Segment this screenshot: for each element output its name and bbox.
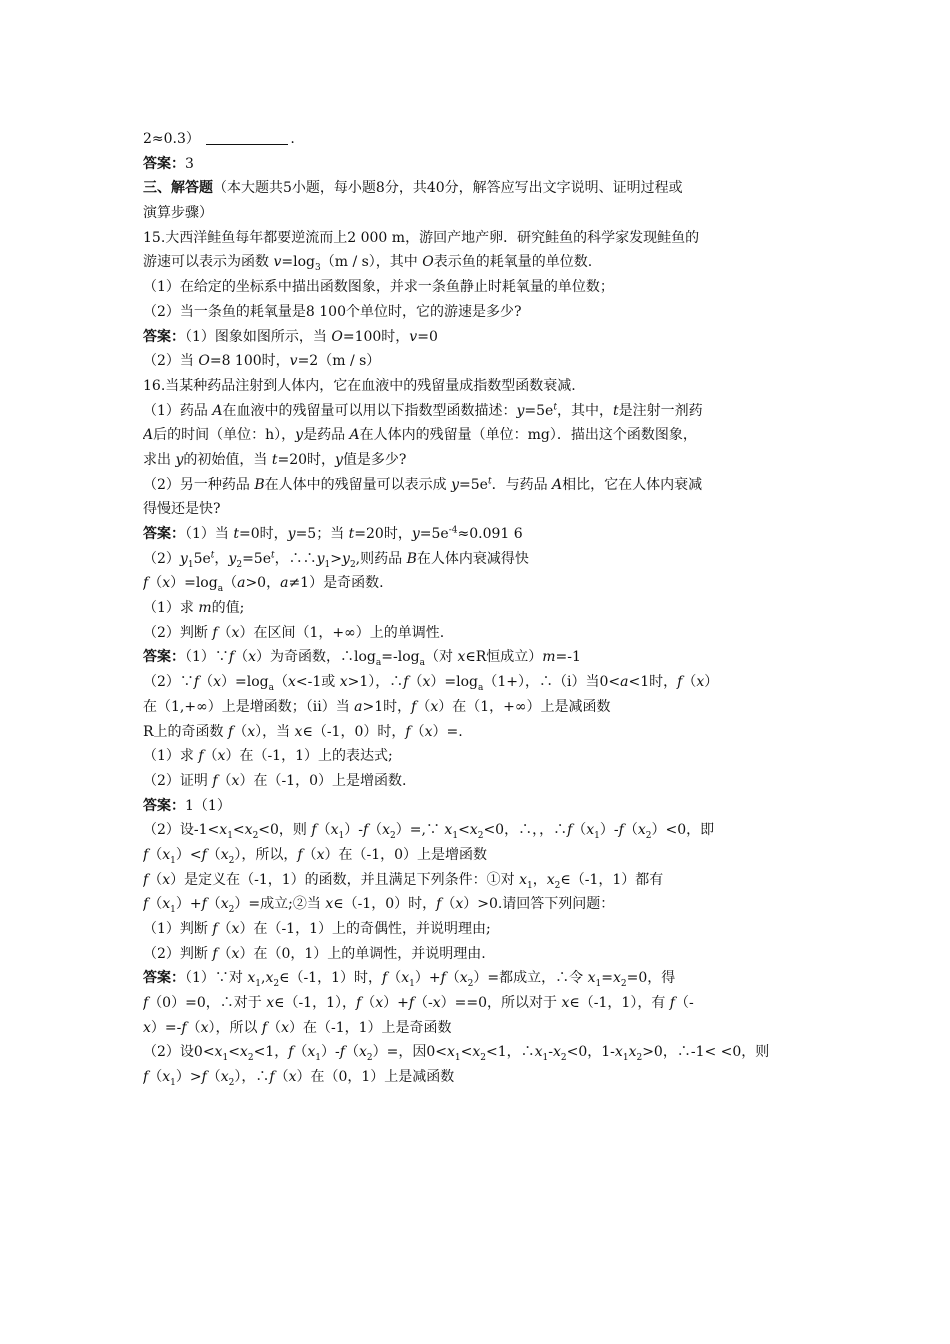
text-line: （2）判断 f（x）在区间（1，+∞）上的单调性. — [143, 624, 445, 641]
text-line: 答案：（1）图象如图所示，当 O=100时，v=0 — [143, 328, 438, 345]
text-line: $f(x_1)>f(x_2)$，∴f（x）在（0，1）上是减函数 — [143, 1069, 455, 1088]
text-line: 16.当某种药品注射到人体内，它在血液中的残留量成指数型函数衰减. — [143, 377, 576, 394]
text-line: （1）药品 A在血液中的残留量可以用以下指数型函数描述：$y=5e^t$，其中，t是注射一剂药 — [143, 401, 703, 419]
text-line: 答案：3 — [143, 155, 194, 172]
text-line: 2≈0.3） . — [143, 131, 295, 147]
text-line: （2）设$-1<x_1<x_2<0$，则 $f(x_1)-f(x_2)=,\because$ $x_1<x_2<0$，∴，，$\therefore f(x_1)-f(x_2)<0$，即 — [143, 822, 715, 842]
text-line: 答案：（1）当 t=0时，y=5；当 t=20时，$y=5e^{-4}\approx 0.091$ 6 — [143, 525, 523, 542]
document-page — [143, 127, 813, 1090]
text-line: （2）当一条鱼的耗氧量是8 100个单位时，它的游速是多少? — [143, 303, 522, 320]
text-line: 演算步骤） — [143, 205, 213, 222]
text-line: f（0）=0，∴对于 x∈（-1，1），f（x）+f（-x）==0，所以对于 x∈（-1，1），有 f（- — [143, 995, 694, 1012]
text-line: 答案：1（1） — [143, 797, 231, 814]
text-line: （1）求 m的值; — [143, 600, 245, 617]
text-line: $(2)\because f(x)=\log_a(x<-1$或 x>1），$\therefore f(x)=\log_a(1+)$，∴（i）当0<a<1时，f（x） — [143, 674, 719, 693]
text-line: $(2)y_15e^t$，$y_2=5e^t$，$\therefore\therefore y_1>y_2$,则药品 B在人体内衰减得快 — [143, 550, 529, 570]
text-line: （2）判断 f（x）在（0，1）上的单调性，并说明理由. — [143, 945, 486, 962]
text-line: （2）另一种药品 B在人体中的残留量可以表示成 $y=5e^t$．与药品 A相比，它在人体内衰减 — [143, 475, 703, 493]
text-line: （1）在给定的坐标系中描出函数图象，并求一条鱼静止时耗氧量的单位数； — [143, 279, 614, 296]
text-line: 答案：（1）∵对 $x_1,x_2\in(-1$，1）时，$f(x_1)+f(x_2)=$都成立，∴令 $x_1=x_2=0$，得 — [143, 970, 676, 990]
text-line: 15.大西洋鲑鱼每年都要逆流而上2 000 m，游回产地产卵．研究鲑鱼的科学家发现鲑鱼的 — [143, 229, 700, 246]
text-line: A后的时间（单位：h），y是药品 A在人体内的残留量（单位：mg）．描出这个函数图象， — [143, 427, 697, 444]
text-line: $f(x)=\log_a(a>0$，a≠1）是奇函数. — [143, 575, 384, 595]
text-line: 三、解答题（本大题共5小题，每小题8分，共40分，解答应写出文字说明、证明过程或 — [143, 180, 683, 197]
text-line: R上的奇函数 f（x），当 x∈（-1，0）时，f（x）=. — [143, 723, 463, 740]
text-line: （1）判断 f（x）在（-1，1）上的奇偶性，并说明理由; — [143, 921, 491, 937]
text-line: （2）当 O=8 100时，v=2（m / s） — [143, 353, 381, 370]
text-line: $f(x_1)+f(x_2)=$成立;②当 x∈（-1，0）时，f（x）>0.请回答下列问题： — [143, 896, 615, 916]
text-line: 求出 y的初始值，当 t=20时，y值是多少? — [143, 451, 407, 468]
text-line: $f(x_1)<f(x_2)$，所以，f（x）在（-1，0）上是增函数 — [143, 846, 488, 866]
text-line: 得慢还是快? — [143, 501, 221, 518]
text-line: （1）求 f（x）在（-1，1）上的表达式; — [143, 748, 393, 765]
text-line: x）=-f（x），所以 f（x）在（-1，1）上是奇函数 — [143, 1019, 452, 1036]
text-line: （2）证明 f（x）在（-1，0）上是增函数. — [143, 772, 407, 789]
text-line: （2）设$0<x_1<x_2<1$，$f(x_1)-f(x_2)=$，因$0<x_1<x_2<1$，$\therefore x_1-x_2<0$，$1-x_1x_2>0$，∴-1< <0，则 — [143, 1044, 770, 1064]
text-line: 答案：（1）∵f（x）为奇函数，$\therefore\log_a=-\log_a$（对 x∈R恒成立）m=-1 — [143, 649, 581, 669]
text-line: 在（1,+∞）上是增函数；（ii）当 a>1时，f（x）在（1，+∞）上是减函数 — [143, 698, 611, 715]
text-line: f（x）是定义在（-1，1）的函数，并且满足下列条件：①对 $x_1$，$x_2\in(-1$，1）都有 — [143, 871, 664, 891]
text-line: 游速可以表示为函数 $v=\log_3(m / s)$，其中 O表示鱼的耗氧量的单位数. — [143, 254, 593, 274]
